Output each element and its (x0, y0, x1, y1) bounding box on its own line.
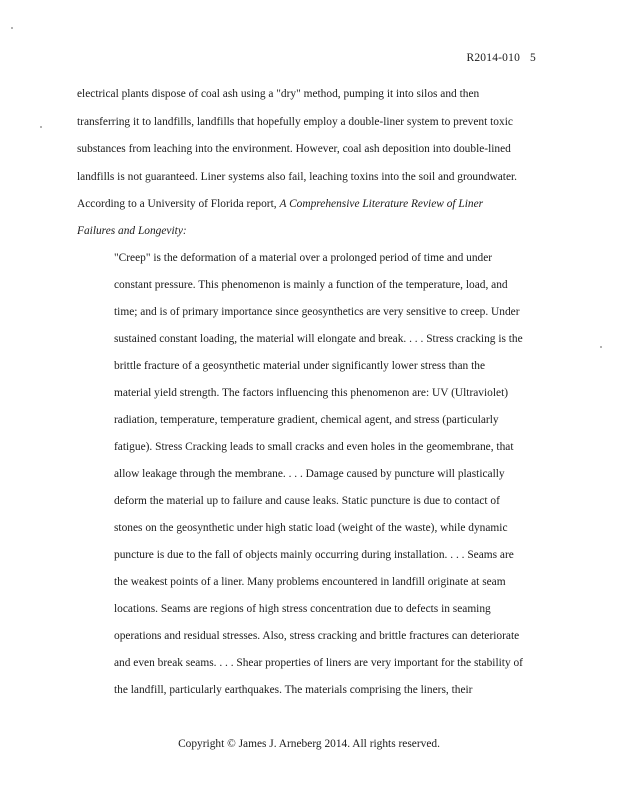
paragraph-line: substances from leaching into the environment. However, coal ash deposition into double-lined (77, 143, 511, 155)
quote-line: constant pressure. This phenomenon is mainly a function of the temperature, load, and (114, 279, 508, 291)
quote-line: locations. Seams are regions of high stress concentration due to defects in seaming (114, 603, 491, 615)
paragraph-line (77, 197, 483, 211)
quote-line: "Creep" is the deformation of a material over a prolonged period of time and under (114, 252, 493, 264)
paragraph-line: landfills is not guaranteed. Liner systems also fail, leaching toxins into the soil and groundwater. (77, 171, 518, 183)
quote-line: the landfill, particularly earthquakes. The materials comprising the liners, their (114, 684, 473, 696)
quote-line: material yield strength. The factors influencing this phenomenon are: UV (Ultraviolet) (114, 387, 509, 399)
quote-line: deform the material up to failure and cause leaks. Static puncture is due to contact of (114, 495, 500, 507)
document-id: R2014-010 (466, 52, 521, 64)
quote-line: allow leakage through the membrane. . . . Damage caused by puncture will plastically (114, 468, 505, 480)
scan-speck (600, 346, 602, 348)
quote-line: radiation, temperature, temperature gradient, chemical agent, and stress (particularly (114, 414, 499, 426)
quote-line: the weakest points of a liner. Many problems encountered in landfill originate at seam (114, 576, 506, 588)
citation-lead-in: According to a University of Florida report, (77, 198, 277, 210)
quote-line: and even break seams. . . . Shear properties of liners are very important for the stability of (114, 657, 523, 669)
quote-line: time; and is of primary importance since geosynthetics are very sensitive to creep. Under (114, 306, 520, 318)
copyright-footer: Copyright © James J. Arneberg 2014. All rights reserved. (178, 738, 440, 750)
page-header (466, 52, 536, 64)
paragraph-line: electrical plants dispose of coal ash using a "dry" method, pumping it into silos and then (77, 88, 480, 100)
scan-speck (11, 27, 13, 29)
report-title: A Comprehensive Literature Review of Liner (279, 198, 484, 210)
quote-line: brittle fracture of a geosynthetic material under significantly lower stress than the (114, 360, 486, 372)
report-title-continued: Failures and Longevity: (77, 225, 187, 237)
scan-speck (40, 126, 42, 128)
quote-line: stones on the geosynthetic under high static load (weight of the waste), while dynamic (114, 522, 508, 534)
quote-line: operations and residual stresses. Also, stress cracking and brittle fractures can deteriorate (114, 630, 520, 642)
page-number: 5 (530, 52, 536, 64)
quote-line: fatigue). Stress Cracking leads to small cracks and even holes in the geomembrane, that (114, 441, 514, 453)
paragraph-line: transferring it to landfills, landfills that hopefully employ a double-liner system to prevent toxic (77, 116, 513, 128)
quote-line: sustained constant loading, the material will elongate and break. . . . Stress cracking is the (114, 333, 523, 345)
quote-line: puncture is due to the fall of objects mainly occurring during installation. . . . Seams are (114, 549, 514, 561)
